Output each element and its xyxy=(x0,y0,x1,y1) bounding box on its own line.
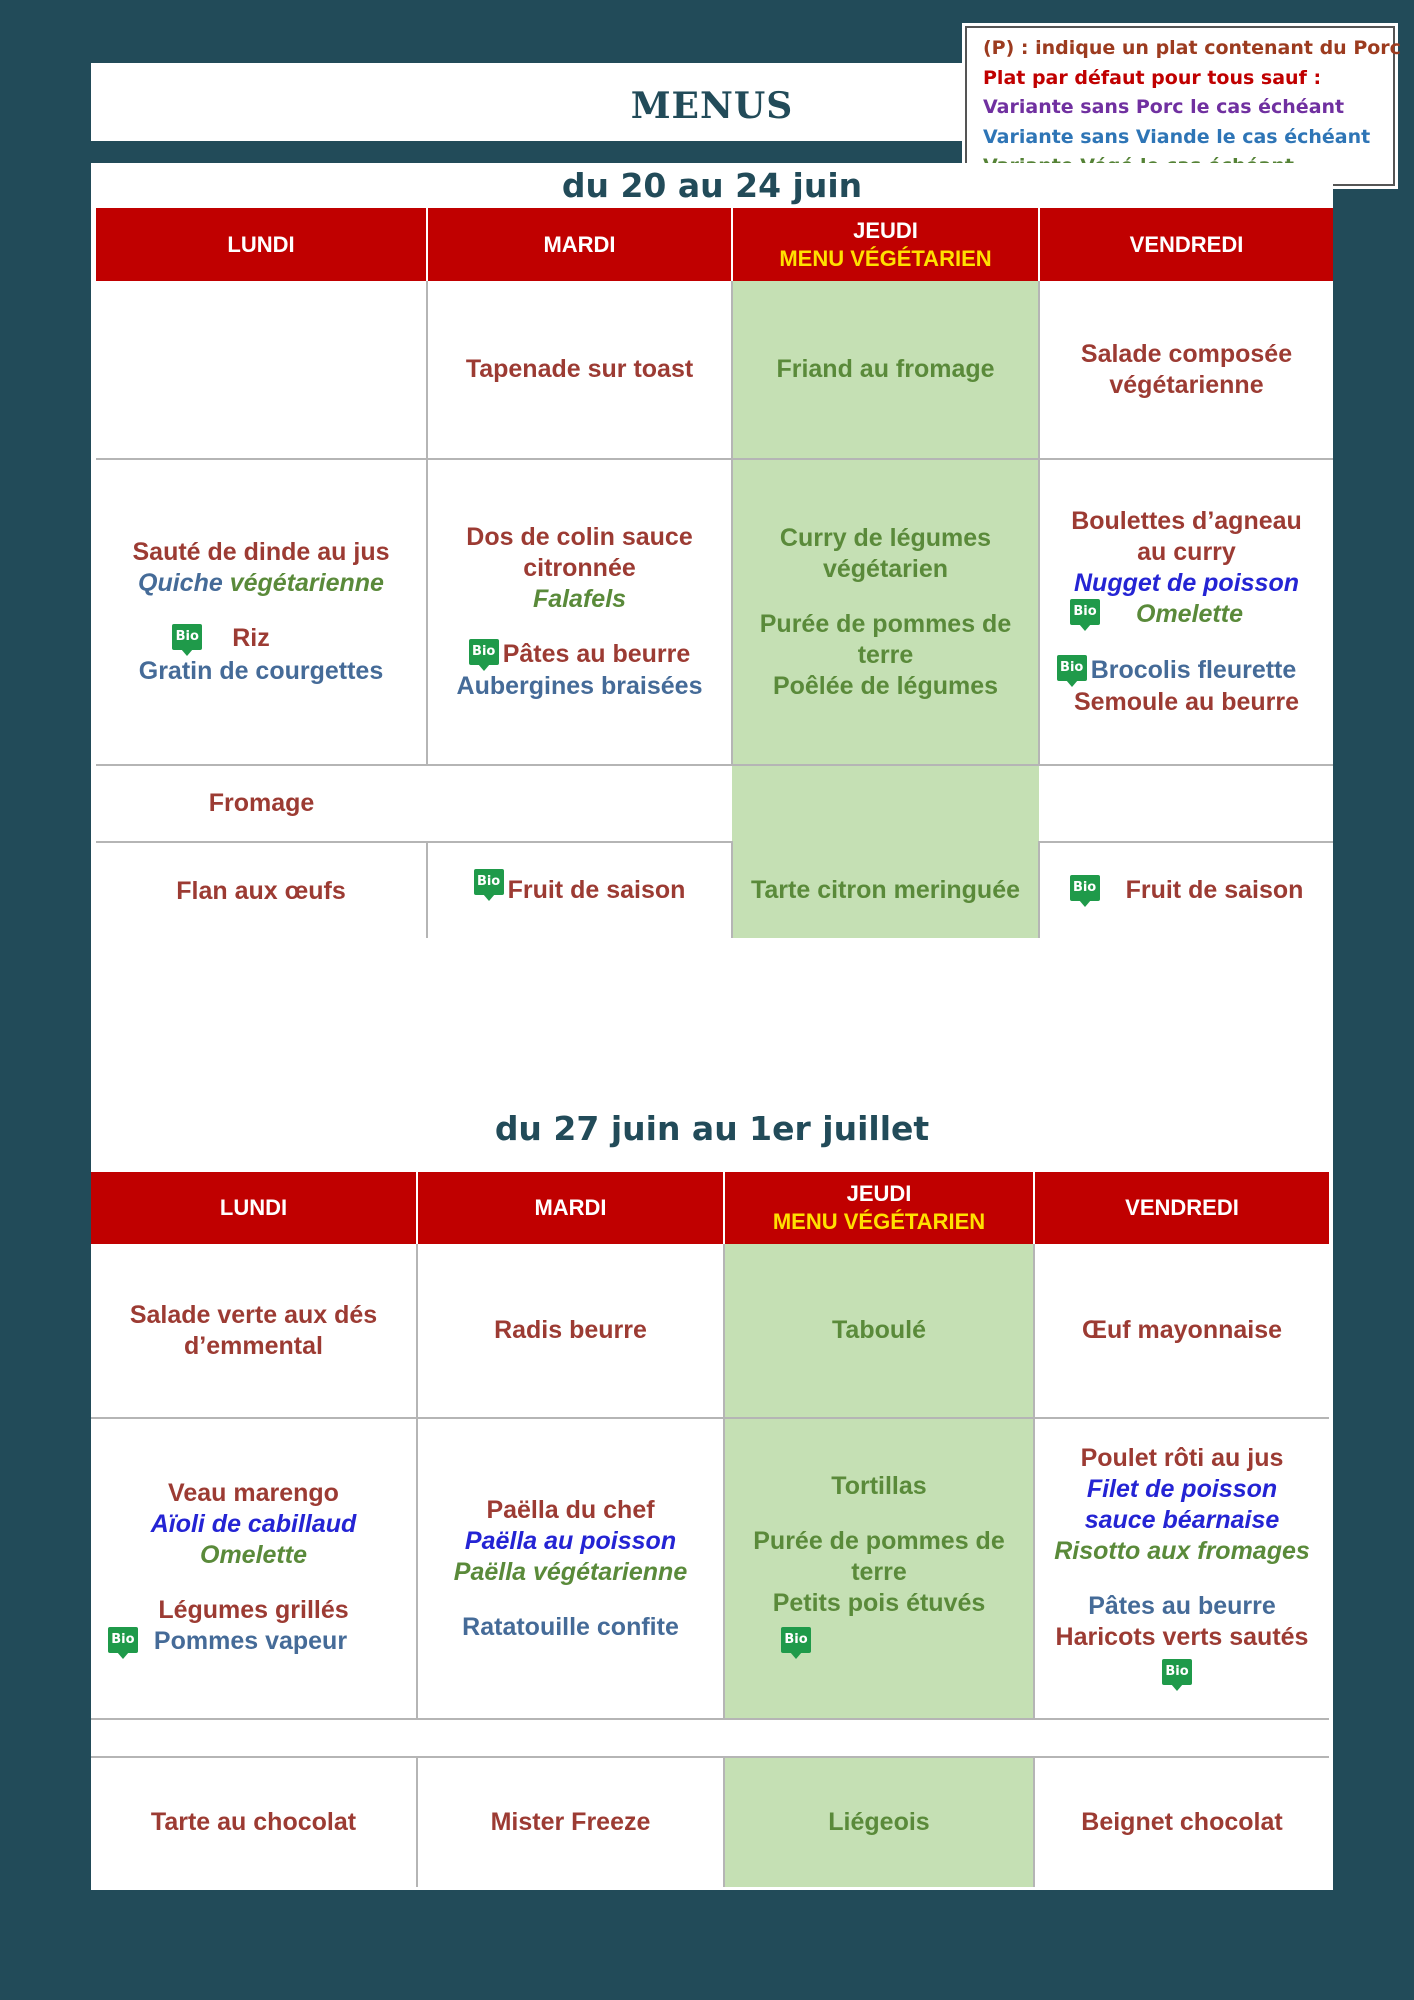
week2-menu-table xyxy=(91,1172,1329,1887)
bio-icon: Bio xyxy=(469,639,499,671)
header-jeudi-sub: MENU VÉGÉTARIEN xyxy=(772,1209,986,1234)
starter-vendredi-line1: Salade composée xyxy=(1080,339,1293,368)
main-vendredi-meat2: au curry xyxy=(1137,537,1236,566)
main-vendredi-fish: Nugget de poisson xyxy=(1074,568,1299,597)
bio-icon: Bio xyxy=(1070,875,1100,907)
header-jeudi-sub: MENU VÉGÉTARIEN xyxy=(779,245,992,271)
main-vendredi xyxy=(1034,1418,1329,1719)
legend-no-meat: Variante sans Viande le cas échéant xyxy=(983,125,1371,148)
main-jeudi-side3: Poêlée de légumes xyxy=(772,671,999,700)
starter-lundi-line1: Salade verte aux dés xyxy=(129,1300,378,1329)
starter-mardi: Tapenade sur toast xyxy=(427,281,732,459)
bio-icon: Bio xyxy=(172,624,202,656)
main-mardi-veg: Falafels xyxy=(532,584,627,613)
main-vendredi-side1: Pâtes au beurre xyxy=(1088,1591,1276,1620)
week1-section xyxy=(91,163,1333,939)
dessert-vendredi xyxy=(1039,842,1333,939)
bio-icon: Bio xyxy=(1162,1659,1192,1691)
cheese-jeudi xyxy=(732,765,1039,842)
main-mardi-meat1: Dos de colin sauce xyxy=(466,522,693,551)
main-mardi-meat: Paëlla du chef xyxy=(486,1495,655,1524)
legend-box xyxy=(965,26,1401,186)
week-spacer xyxy=(91,938,1333,1113)
starter-vendredi-line2: végétarienne xyxy=(1109,370,1264,399)
main-jeudi-side2: terre xyxy=(851,1557,907,1586)
page-title: MENUS xyxy=(630,85,794,127)
cheese-vendredi xyxy=(1039,765,1333,842)
main-lundi-fish: Aïoli de cabillaud xyxy=(150,1510,357,1539)
main-vendredi-meat: Poulet rôti au jus xyxy=(1080,1443,1284,1472)
dessert-mardi xyxy=(427,842,732,939)
spacer-lundi xyxy=(91,1719,417,1757)
starter-mardi: Radis beurre xyxy=(417,1244,724,1418)
dessert-mardi-text: Fruit de saison xyxy=(507,875,686,904)
header-jeudi xyxy=(724,1172,1034,1244)
starter-jeudi: Friand au fromage xyxy=(732,281,1039,459)
main-jeudi-side3: Petits pois étuvés xyxy=(772,1588,986,1617)
main-vendredi xyxy=(1039,459,1333,765)
main-mardi-side1: Pâtes au beurre xyxy=(502,639,691,668)
dessert-jeudi: Liégeois xyxy=(724,1757,1034,1887)
spacer-jeudi xyxy=(724,1719,1034,1757)
cheese-lundi: Fromage xyxy=(96,765,427,842)
bio-icon: Bio xyxy=(781,1627,811,1659)
bio-icon: Bio xyxy=(1070,599,1100,631)
main-jeudi-side2: terre xyxy=(857,640,914,669)
main-vendredi-side1: Brocolis fleurette xyxy=(1090,656,1297,684)
main-vendredi-meat1: Boulettes d’agneau xyxy=(1071,506,1302,535)
starter-jeudi: Taboulé xyxy=(724,1244,1034,1418)
main-lundi-meat: Sauté de dinde au jus xyxy=(132,538,390,567)
header-mardi: MARDI xyxy=(417,1172,724,1244)
header-jeudi xyxy=(732,208,1039,281)
bio-icon: Bio xyxy=(1057,655,1087,687)
dessert-vendredi-text: Fruit de saison xyxy=(1125,875,1304,904)
spacer-vendredi xyxy=(1034,1719,1329,1757)
week1-title: du 20 au 24 juin xyxy=(561,166,863,205)
bio-icon: Bio xyxy=(474,869,504,901)
main-mardi-fish: Paëlla au poisson xyxy=(464,1526,677,1555)
header-jeudi-day: JEUDI xyxy=(853,217,918,243)
main-mardi-side1: Ratatouille confite xyxy=(462,1612,679,1641)
header-mardi: MARDI xyxy=(427,208,732,281)
main-mardi xyxy=(427,459,732,765)
spacer-mardi xyxy=(417,1719,724,1757)
main-lundi xyxy=(96,459,427,765)
dessert-mardi: Mister Freeze xyxy=(417,1757,724,1887)
header-lundi: LUNDI xyxy=(96,208,427,281)
header-vendredi: VENDREDI xyxy=(1034,1172,1329,1244)
starter-lundi-line2: d’emmental xyxy=(184,1331,323,1360)
main-jeudi-side1: Purée de pommes de xyxy=(753,1526,1005,1555)
main-vendredi-veg: Omelette xyxy=(1136,599,1243,628)
main-mardi-side2: Aubergines braisées xyxy=(456,672,703,701)
main-jeudi-main1: Curry de légumes xyxy=(779,523,992,552)
legend-no-pork: Variante sans Porc le cas échéant xyxy=(983,96,1345,118)
starter-lundi xyxy=(91,1244,417,1418)
main-lundi-meat: Veau marengo xyxy=(168,1479,339,1508)
dessert-vendredi: Beignet chocolat xyxy=(1081,1808,1283,1836)
main-lundi-side1: Légumes grillés xyxy=(158,1596,349,1625)
week2-title: du 27 juin au 1er juillet xyxy=(494,1109,930,1148)
main-jeudi-main1: Tortillas xyxy=(831,1471,927,1500)
main-mardi xyxy=(417,1418,724,1719)
main-lundi-side2: Gratin de courgettes xyxy=(138,656,384,685)
main-lundi-side2: Pommes vapeur xyxy=(153,1627,348,1656)
main-lundi-veg: Omelette xyxy=(200,1541,307,1570)
bio-icon: Bio xyxy=(108,1627,138,1659)
starter-vendredi xyxy=(1039,281,1333,459)
cheese-mardi xyxy=(427,765,732,842)
header-jeudi-day: JEUDI xyxy=(846,1181,912,1206)
main-mardi-meat2: citronnée xyxy=(523,553,636,582)
legend-default: Plat par défaut pour tous sauf : xyxy=(983,66,1322,89)
main-jeudi xyxy=(724,1418,1034,1719)
main-lundi xyxy=(91,1418,417,1719)
main-vendredi-veg: Risotto aux fromages xyxy=(1054,1536,1310,1565)
week1-menu-table xyxy=(96,208,1333,939)
main-vendredi-side2: Haricots verts sautés xyxy=(1055,1622,1309,1651)
starter-lundi xyxy=(96,281,427,459)
main-mardi-veg: Paëlla végétarienne xyxy=(453,1557,688,1586)
main-lundi-alt2: végétarienne xyxy=(229,569,384,598)
main-lundi-alt1: Quiche xyxy=(138,569,223,598)
starter-vendredi: Œuf mayonnaise xyxy=(1034,1244,1329,1418)
dessert-jeudi: Tarte citron meringuée xyxy=(732,842,1039,939)
main-jeudi xyxy=(732,459,1039,765)
main-vendredi-fish2: sauce béarnaise xyxy=(1084,1505,1280,1534)
main-jeudi-side1: Purée de pommes de xyxy=(759,609,1012,638)
legend-pork: (P) : indique un plat contenant du Porc xyxy=(983,37,1401,59)
dessert-lundi: Tarte au chocolat xyxy=(91,1757,417,1887)
dessert-lundi: Flan aux œufs xyxy=(96,842,427,939)
main-vendredi-fish1: Filet de poisson xyxy=(1086,1474,1278,1503)
main-vendredi-side2: Semoule au beurre xyxy=(1073,688,1300,717)
main-lundi-side1: Riz xyxy=(232,624,270,653)
main-jeudi-main2: végétarien xyxy=(822,554,949,583)
week2-section xyxy=(91,1100,1333,1890)
header-vendredi: VENDREDI xyxy=(1039,208,1333,281)
header-lundi: LUNDI xyxy=(91,1172,417,1244)
